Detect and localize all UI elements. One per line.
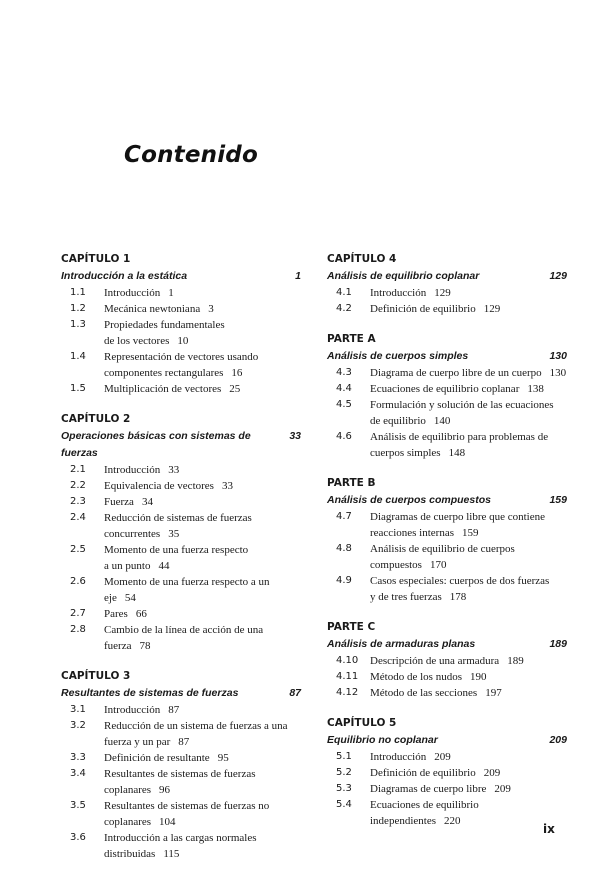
entry-text-line [370, 653, 567, 669]
entry-text-line [370, 669, 567, 685]
entry-text: Propiedades fundamentales [104, 319, 225, 331]
section-title[interactable] [327, 636, 567, 653]
entry-number: 4.9 [336, 575, 352, 586]
entry-text: Casos especiales: cuerpos de dos fuerzas [370, 575, 550, 587]
entry-text: reacciones internas [370, 527, 454, 539]
toc-entry[interactable] [61, 766, 301, 798]
entry-text-line [104, 782, 301, 798]
toc-entry[interactable] [327, 765, 567, 781]
entry-number: 5.1 [336, 751, 352, 762]
section-page: 87 [289, 687, 301, 699]
entry-number: 4.8 [336, 543, 352, 554]
entry-number: 1.4 [70, 351, 86, 362]
entry-text: y de tres fuerzas [370, 591, 442, 603]
entry-page: 220 [443, 815, 461, 827]
page-number: ix [543, 822, 555, 836]
entry-number: 4.2 [336, 303, 352, 314]
entry-page: 66 [135, 608, 147, 620]
entry-text-line [370, 797, 567, 829]
section-title-text: Análisis de cuerpos simples [327, 350, 469, 362]
entry-text: Resultantes de sistemas de fuerzas no [104, 800, 270, 812]
entry-text-line [104, 734, 301, 750]
section-label: PARTE A [327, 333, 376, 345]
entry-text-line [104, 814, 301, 830]
section-title-text: Análisis de armaduras planas [327, 638, 476, 650]
entry-number: 3.3 [70, 752, 86, 763]
entry-text-line [104, 317, 301, 333]
toc-section [327, 475, 567, 605]
entry-text: Introducción [104, 464, 161, 476]
entry-page: 95 [217, 752, 229, 764]
entry-page: 78 [139, 640, 151, 652]
entry-text-line [104, 846, 301, 862]
section-title-text: Análisis de equilibrio coplanar [327, 270, 480, 282]
toc-entry[interactable] [61, 750, 301, 766]
section-page: 33 [289, 430, 301, 442]
entry-text: Ecuaciones de equilibrio coplanar [370, 383, 520, 395]
section-page: 209 [549, 734, 567, 746]
entry-text: Definición de equilibrio [370, 767, 476, 779]
section-title[interactable] [61, 685, 301, 702]
entry-page: 44 [158, 560, 170, 572]
entry-text: distribuidas [104, 848, 156, 860]
toc-column-right [327, 251, 567, 843]
entry-text-line [370, 301, 567, 317]
entry-text: Introducción a las cargas normales [104, 832, 257, 844]
entry-page: 35 [168, 528, 180, 540]
toc-column-left [61, 251, 301, 876]
entry-text-line [370, 365, 567, 381]
entry-text: componentes rectangulares [104, 367, 224, 379]
entry-text: Momento de una fuerza respecto a un eje [104, 576, 270, 604]
entry-text: fuerza y un par [104, 736, 171, 748]
entry-text-line [370, 397, 567, 413]
entry-text-line [104, 830, 301, 846]
entry-text: Multiplicación de vectores [104, 383, 222, 395]
toc-entry[interactable] [61, 317, 301, 349]
entry-page: 25 [229, 383, 241, 395]
toc-entry[interactable] [61, 478, 301, 494]
toc-section [327, 331, 567, 461]
entry-text-line [104, 798, 301, 814]
entry-text-line [370, 509, 567, 525]
entry-number: 5.4 [336, 799, 352, 810]
entry-text-line [104, 494, 301, 510]
section-label: CAPÍTULO 4 [327, 253, 397, 265]
entry-number: 3.1 [70, 704, 86, 715]
entry-text-line [370, 381, 567, 397]
entry-text-line [104, 750, 301, 766]
entry-text: Ecuaciones de equilibrio independientes [370, 799, 479, 827]
entry-page: 1 [168, 287, 174, 299]
entry-text-line [370, 557, 567, 573]
entry-page: 16 [231, 367, 243, 379]
entry-number: 3.5 [70, 800, 86, 811]
entry-text: Diagrama de cuerpo libre de un cuerpo [370, 367, 542, 379]
toc-entry[interactable] [327, 781, 567, 797]
entry-text-line [370, 781, 567, 797]
section-title-text: Resultantes de sistemas de fuerzas [61, 687, 239, 699]
toc-entry[interactable] [61, 285, 301, 301]
page-title: Contenido [124, 142, 258, 168]
entry-page: 209 [494, 783, 511, 795]
entry-text: Cambio de la línea de acción de una fuerza [104, 624, 264, 652]
toc-entry[interactable] [61, 349, 301, 381]
section-title[interactable] [327, 348, 567, 365]
entry-number: 2.5 [70, 544, 86, 555]
toc-section [61, 411, 301, 654]
entry-text: Definición de equilibrio [370, 303, 476, 315]
entry-number: 4.4 [336, 383, 352, 394]
entry-text: concurrentes [104, 528, 161, 540]
entry-text: Introducción [370, 751, 427, 763]
entry-page: 33 [221, 480, 233, 492]
entry-number: 3.6 [70, 832, 86, 843]
entry-text: coplanares [104, 816, 152, 828]
entry-page: 87 [178, 736, 190, 748]
entry-page: 33 [168, 464, 180, 476]
entry-text-line [370, 749, 567, 765]
entry-text: Representación de vectores usando [104, 351, 259, 363]
entry-page: 115 [163, 848, 180, 860]
entry-page: 178 [449, 591, 467, 603]
entry-text: Momento de una fuerza respecto [104, 544, 249, 556]
entry-text-line [370, 573, 567, 589]
entry-text: Análisis de equilibrio para problemas de [370, 431, 549, 443]
section-page: 159 [549, 494, 567, 506]
entry-text: Reducción de sistemas de fuerzas [104, 512, 252, 524]
toc-entry[interactable] [61, 462, 301, 478]
entry-number: 5.2 [336, 767, 352, 778]
entry-page: 148 [448, 447, 466, 459]
section-title[interactable] [327, 268, 567, 285]
entry-number: 2.4 [70, 512, 86, 523]
section-page: 130 [549, 350, 567, 362]
entry-text-line [104, 285, 301, 301]
entry-number: 4.11 [336, 671, 359, 682]
entry-text: Formulación y solución de las ecuaciones [370, 399, 554, 411]
entry-text-line [370, 429, 567, 445]
entry-text: Diagramas de cuerpo libre [370, 783, 487, 795]
entry-text-line [104, 558, 301, 574]
entry-page: 96 [159, 784, 171, 796]
entry-text: cuerpos simples [370, 447, 441, 459]
toc-entry[interactable] [327, 797, 567, 829]
entry-text-line [104, 542, 301, 558]
toc-entry[interactable] [61, 702, 301, 718]
entry-page: 129 [434, 287, 451, 299]
toc-entry[interactable] [61, 574, 301, 606]
entry-text-line [104, 381, 301, 397]
entry-number: 2.1 [70, 464, 86, 475]
section-title[interactable] [327, 732, 567, 749]
entry-number: 3.4 [70, 768, 86, 779]
section-page: 1 [295, 270, 301, 282]
toc-entry[interactable] [61, 606, 301, 622]
toc-section [327, 251, 567, 317]
toc-section [61, 668, 301, 862]
entry-number: 4.10 [336, 655, 359, 666]
entry-text-line [370, 285, 567, 301]
entry-text-line [370, 541, 567, 557]
entry-text-line [104, 622, 301, 654]
toc-entry[interactable] [327, 301, 567, 317]
entry-page: 104 [159, 816, 176, 828]
section-title[interactable] [61, 268, 301, 285]
toc-entry[interactable] [327, 397, 567, 429]
toc-entry[interactable] [327, 749, 567, 765]
entry-text: Resultantes de sistemas de fuerzas [104, 768, 256, 780]
entry-number: 2.2 [70, 480, 86, 491]
toc-entry[interactable] [61, 494, 301, 510]
toc-entry[interactable] [327, 669, 567, 685]
entry-page: 130 [549, 367, 567, 379]
entry-text-line [104, 462, 301, 478]
entry-page: 34 [141, 496, 153, 508]
entry-text-line [104, 574, 301, 606]
entry-text-line [104, 365, 301, 381]
entry-number: 4.12 [336, 687, 359, 698]
entry-text: Análisis de equilibrio de cuerpos [370, 543, 515, 555]
entry-text: Pares [104, 608, 128, 620]
entry-text: Fuerza [104, 496, 134, 508]
entry-page: 140 [433, 415, 451, 427]
entry-number: 3.2 [70, 720, 86, 731]
section-title-text: Análisis de cuerpos compuestos [327, 494, 491, 506]
entry-page: 190 [469, 671, 487, 683]
entry-page: 209 [434, 751, 451, 763]
entry-text: compuestos [370, 559, 422, 571]
section-label: CAPÍTULO 1 [61, 253, 131, 265]
entry-text: de equilibrio [370, 415, 426, 427]
entry-number: 1.2 [70, 303, 86, 314]
entry-number: 4.1 [336, 287, 352, 298]
toc-entry[interactable] [61, 301, 301, 317]
entry-text: Introducción [104, 704, 161, 716]
entry-number: 4.5 [336, 399, 352, 410]
section-label: PARTE B [327, 477, 376, 489]
entry-page: 129 [483, 303, 501, 315]
entry-page: 10 [177, 335, 189, 347]
toc-entry[interactable] [327, 685, 567, 701]
entry-text: Introducción [104, 287, 161, 299]
entry-text-line [370, 685, 567, 701]
section-label: CAPÍTULO 2 [61, 413, 131, 425]
toc-entry[interactable] [61, 542, 301, 574]
entry-text: Diagramas de cuerpo libre que contiene [370, 511, 546, 523]
entry-page: 209 [483, 767, 501, 779]
section-page: 189 [549, 638, 567, 650]
entry-text-line [104, 606, 301, 622]
entry-text: Método de los nudos [370, 671, 462, 683]
entry-text-line [104, 510, 301, 526]
toc-entry[interactable] [61, 798, 301, 830]
entry-number: 4.3 [336, 367, 352, 378]
section-title-text: Operaciones básicas con sistemas de fuerzas [61, 430, 251, 459]
entry-page: 3 [208, 303, 214, 315]
toc-entry[interactable] [61, 830, 301, 862]
entry-text-line [104, 301, 301, 317]
toc-entry[interactable] [327, 573, 567, 605]
entry-page: 54 [124, 592, 136, 604]
entry-page: 197 [485, 687, 502, 699]
entry-page: 170 [429, 559, 447, 571]
section-label: PARTE C [327, 621, 376, 633]
toc-entry[interactable] [61, 510, 301, 542]
toc-entry[interactable] [327, 429, 567, 461]
section-label: CAPÍTULO 3 [61, 670, 131, 682]
toc-entry[interactable] [327, 285, 567, 301]
toc-section [327, 715, 567, 829]
toc-entry[interactable] [327, 541, 567, 573]
section-title-text: Equilibrio no coplanar [327, 734, 438, 746]
entry-number: 2.8 [70, 624, 86, 635]
entry-text: de los vectores [104, 335, 170, 347]
entry-page: 189 [507, 655, 524, 667]
section-label: CAPÍTULO 5 [327, 717, 397, 729]
entry-number: 1.1 [70, 287, 86, 298]
entry-text-line [370, 589, 567, 605]
toc-entry[interactable] [327, 509, 567, 541]
toc-entry[interactable] [327, 381, 567, 397]
entry-text-line [104, 718, 301, 734]
entry-text-line [370, 445, 567, 461]
entry-text-line [104, 526, 301, 542]
entry-text-line [370, 413, 567, 429]
section-title[interactable] [61, 428, 301, 462]
entry-text-line [370, 765, 567, 781]
entry-number: 2.7 [70, 608, 86, 619]
entry-text: Descripción de una armadura [370, 655, 500, 667]
entry-page: 138 [527, 383, 544, 395]
toc-entry[interactable] [61, 381, 301, 397]
entry-text: Equivalencia de vectores [104, 480, 214, 492]
section-page: 129 [549, 270, 567, 282]
entry-text: coplanares [104, 784, 152, 796]
entry-page: 87 [168, 704, 180, 716]
toc-entry[interactable] [61, 718, 301, 750]
toc-entry[interactable] [327, 365, 567, 381]
entry-number: 4.6 [336, 431, 352, 442]
toc-entry[interactable] [61, 622, 301, 654]
entry-text: Método de las secciones [370, 687, 478, 699]
section-title[interactable] [327, 492, 567, 509]
entry-text: Introducción [370, 287, 427, 299]
entry-number: 2.6 [70, 576, 86, 587]
entry-text-line [104, 478, 301, 494]
entry-text-line [104, 766, 301, 782]
entry-number: 1.3 [70, 319, 86, 330]
toc-section [327, 619, 567, 701]
entry-text-line [104, 702, 301, 718]
entry-number: 5.3 [336, 783, 352, 794]
entry-text: Definición de resultante [104, 752, 210, 764]
entry-text-line [104, 333, 301, 349]
entry-page: 159 [461, 527, 479, 539]
section-title-text: Introducción a la estática [61, 270, 188, 282]
entry-text: Mecánica newtoniana [104, 303, 201, 315]
toc-section [61, 251, 301, 397]
entry-text: Reducción de un sistema de fuerzas a una [104, 720, 288, 732]
entry-text-line [104, 349, 301, 365]
entry-number: 2.3 [70, 496, 86, 507]
entry-text-line [370, 525, 567, 541]
entry-number: 1.5 [70, 383, 86, 394]
entry-text: a un punto [104, 560, 151, 572]
entry-number: 4.7 [336, 511, 352, 522]
toc-entry[interactable] [327, 653, 567, 669]
